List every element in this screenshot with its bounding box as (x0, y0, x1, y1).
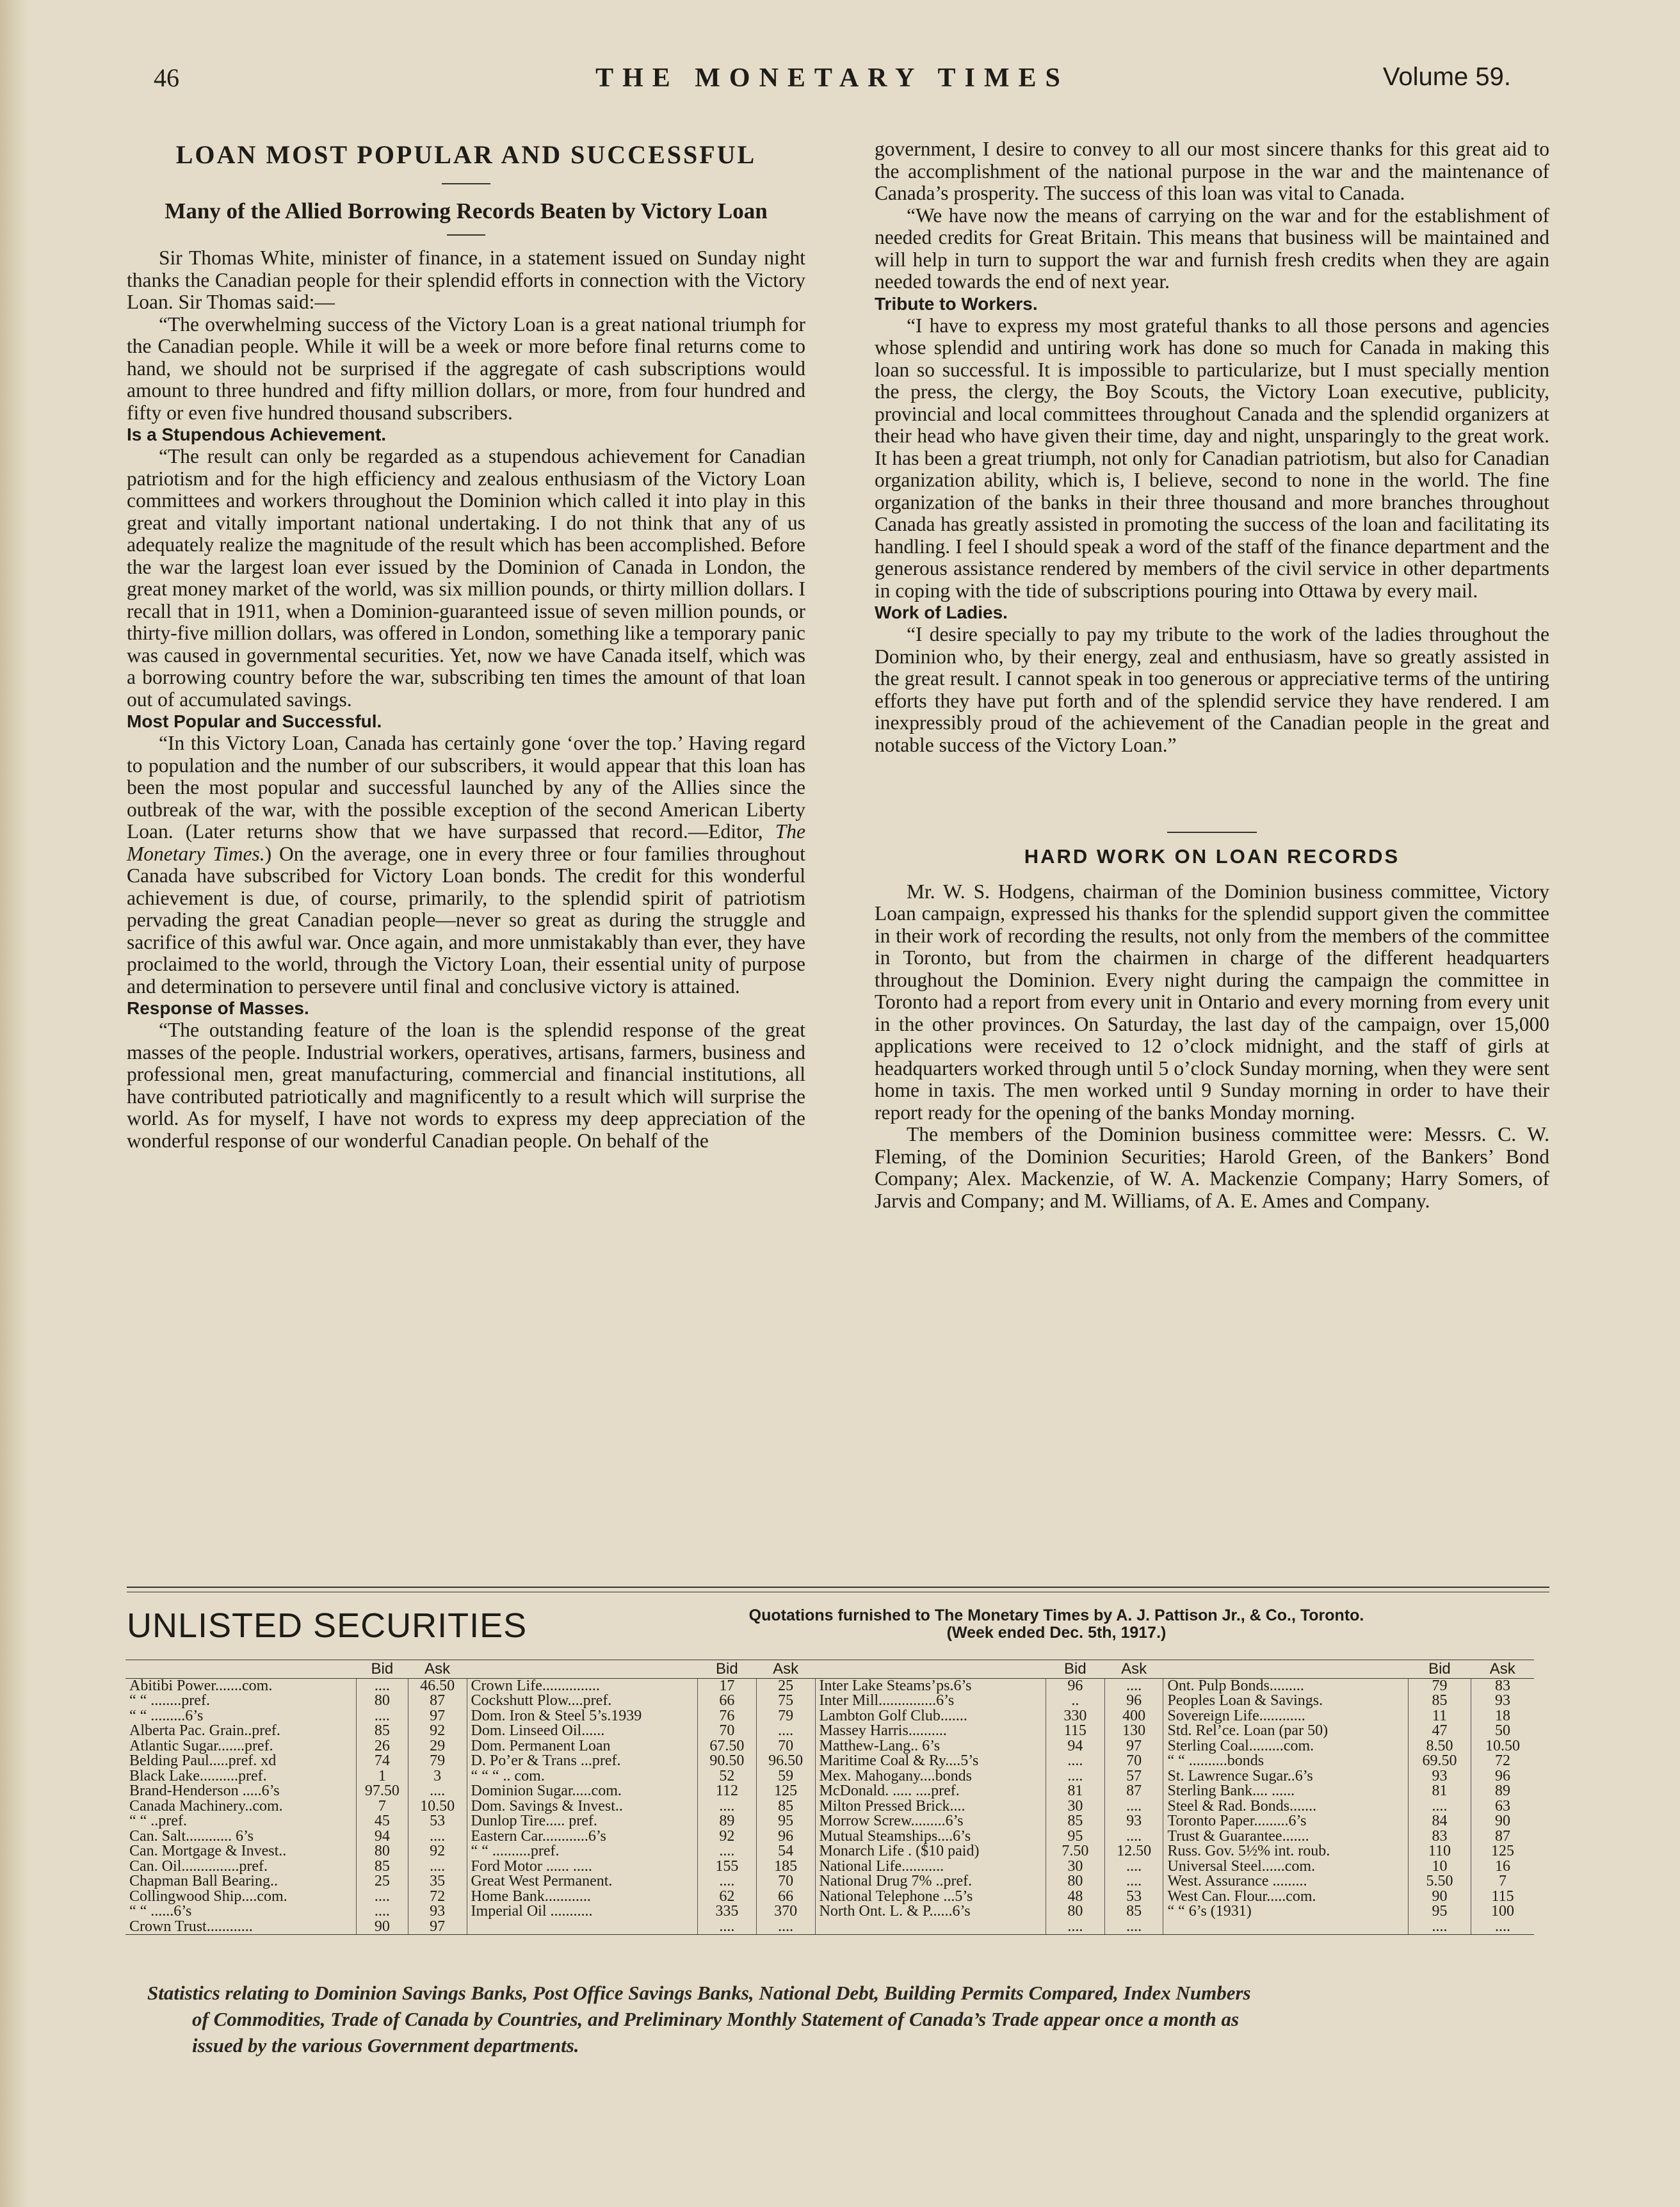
ask-value: 50 (1471, 1724, 1534, 1739)
security-name: Ont. Pulp Bonds......... (1163, 1678, 1408, 1694)
ask-value: 130 (1104, 1724, 1163, 1739)
bid-value: 52 (698, 1769, 757, 1784)
table-row (125, 1859, 1534, 1875)
bid-value: 92 (698, 1829, 757, 1845)
column-header-security (1163, 1660, 1408, 1679)
bid-value: 1 (356, 1769, 408, 1784)
article-paragraph: “I desire specially to pay my tribute to the work of the ladies throughout the Dominion who, by their energy, zeal and enthusiasm, have so greatly assisted in the great result. I cannot speak in too generous or appreciative terms of the untiring efforts they have put forth and of the splendid service they have rendered. I am inexpressibly proud of the achievement of the Canadian people in the great and notable success of the Victory Loan.” (875, 623, 1549, 756)
bid-value: 90.50 (698, 1754, 757, 1769)
bid-value: 94 (356, 1829, 408, 1845)
security-name: Atlantic Sugar.......pref. (129, 1737, 273, 1754)
bid-value: 85 (356, 1859, 408, 1875)
security-name: Toronto Paper.........6’s (1163, 1814, 1408, 1829)
bid-value: .... (1046, 1920, 1104, 1935)
table-row (125, 1904, 1534, 1920)
security-name: “ “ .........6’s (129, 1707, 204, 1724)
security-name: Black Lake..........pref. (129, 1767, 267, 1784)
bid-value: 96 (1046, 1678, 1104, 1694)
security-name: McDonald. ..... ....pref. (815, 1784, 1046, 1799)
securities-title: UNLISTED SECURITIES (127, 1606, 528, 1645)
ask-value: .... (1104, 1829, 1163, 1845)
bid-value: .... (1046, 1754, 1104, 1769)
bid-value: 81 (1046, 1784, 1104, 1799)
security-name (1163, 1920, 1408, 1935)
paragraph-text: “In this Victory Loan, Canada has certainly gone ‘over the top.’ Having regard to population and the number of our subscribers, it would appear that this loan has been the most popular and successful launched by any of the Allies since the outbreak of the war, with the possible exception of the second American Liberty Loan. (Later returns show that we have surpassed that record.—Editor, (127, 732, 805, 843)
security-name: St. Lawrence Sugar..6’s (1163, 1769, 1408, 1784)
bid-value: 85 (1046, 1814, 1104, 1829)
article-paragraph: government, I desire to convey to all our most sincere thanks for this great aid to the accomplishment of the national purpose in the war and the maintenance of Canada’s prosperity. The success of this loan was vital to Canada. (875, 138, 1549, 204)
bid-value: .... (356, 1904, 408, 1920)
security-name: West Can. Flour.....com. (1163, 1889, 1408, 1905)
table-row (125, 1829, 1534, 1845)
ask-value: 83 (1471, 1678, 1534, 1694)
ask-value: 7 (1471, 1874, 1534, 1889)
bid-value: 80 (1046, 1904, 1104, 1920)
credit-line: Quotations furnished to The Monetary Times by A. J. Pattison Jr., & Co., Toronto. (748, 1606, 1364, 1624)
ask-value: 18 (1471, 1709, 1534, 1724)
ask-value: 75 (756, 1694, 815, 1709)
divider (447, 234, 485, 236)
bid-value: 30 (1046, 1859, 1104, 1875)
bid-value: 30 (1046, 1799, 1104, 1815)
bid-value: 80 (356, 1844, 408, 1859)
ask-value: 16 (1471, 1859, 1534, 1875)
security-name: Massey Harris.......... (815, 1724, 1046, 1739)
ask-value: .... (408, 1784, 467, 1799)
security-name: Inter Lake Steams’ps.6’s (815, 1678, 1046, 1694)
ask-value: 185 (756, 1859, 815, 1875)
ask-value: 10.50 (408, 1799, 467, 1815)
divider (1167, 832, 1257, 833)
security-name: Can. Mortgage & Invest.. (129, 1843, 287, 1859)
security-name: Dunlop Tire..... pref. (467, 1814, 697, 1829)
bid-value: 155 (698, 1859, 757, 1875)
table-row (125, 1754, 1534, 1769)
bid-value: 48 (1046, 1889, 1104, 1905)
divider (442, 183, 490, 184)
bid-value: 62 (698, 1889, 757, 1905)
bid-value: .... (1046, 1769, 1104, 1784)
ask-value: .... (1104, 1874, 1163, 1889)
bid-value: 95 (1046, 1829, 1104, 1845)
bid-value: 76 (698, 1709, 757, 1724)
column-header-security (815, 1660, 1046, 1679)
article-paragraph: “We have now the means of carrying on the war and for the establishment of needed credits for Great Britain. This means that business will be maintained and will help in turn to support the war and furnish fresh credits when they are again needed towards the end of next year. (875, 204, 1549, 293)
ask-value: 95 (756, 1814, 815, 1829)
security-name: Dom. Iron & Steel 5’s.1939 (467, 1709, 697, 1724)
security-name: “ “ ......6’s (129, 1903, 192, 1920)
article-paragraph: “The outstanding feature of the loan is the splendid response of the great masses of the people. Industrial workers, operatives, artisans, farmers, business and professional men, great manufacturing, commercial and financial institutions, all have contributed patriotically and magnificently to a result which will surprise the world. As for myself, I have not words to express my deep appreciation of the wonderful response of our wonderful Canadian people. On behalf of the (127, 1019, 805, 1152)
bid-value: 90 (356, 1920, 408, 1935)
ask-value: 93 (1471, 1694, 1534, 1709)
ask-value: 97 (408, 1709, 467, 1724)
article-paragraph: The members of the Dominion business committee were: Messrs. C. W. Fleming, of the Dominion Securities; Harold Green, of the Bankers’ Bond Company; Alex. Mackenzie, of W. A. Mackenzie Company; Harry Somers, of Jarvis and Company; and M. Williams, of A. E. Ames and Company. (875, 1123, 1549, 1212)
bid-value: 110 (1408, 1844, 1471, 1859)
bid-value: 90 (1408, 1889, 1471, 1905)
security-name: Dom. Linseed Oil...... (467, 1724, 697, 1739)
security-name: Dominion Sugar.....com. (467, 1784, 697, 1799)
security-name: Dom. Permanent Loan (467, 1739, 697, 1754)
security-name: Cockshutt Plow....pref. (467, 1694, 697, 1709)
securities-table (125, 1660, 1534, 1935)
security-name: Milton Pressed Brick.... (815, 1799, 1046, 1815)
ask-value: 53 (408, 1814, 467, 1829)
table-row (125, 1694, 1534, 1709)
bid-value: 83 (1408, 1829, 1471, 1845)
ask-value: 70 (1104, 1754, 1163, 1769)
ask-value: 100 (1471, 1904, 1534, 1920)
security-name: Sterling Bank.... ...... (1163, 1784, 1408, 1799)
security-name: Matthew-Lang.. 6’s (815, 1739, 1046, 1754)
bid-value: 80 (356, 1694, 408, 1709)
bid-value: 7 (356, 1799, 408, 1815)
security-name (815, 1920, 1046, 1935)
ask-value: 70 (756, 1874, 815, 1889)
ask-value: 79 (408, 1754, 467, 1769)
bid-value: .... (698, 1920, 757, 1935)
ask-value: 96.50 (756, 1754, 815, 1769)
security-name: D. Po’er & Trans ...pref. (467, 1754, 697, 1769)
security-name: Crown Trust............ (125, 1920, 356, 1935)
volume-label: Volume 59. (1382, 63, 1511, 91)
bid-value: 47 (1408, 1724, 1471, 1739)
ask-value: 12.50 (1104, 1844, 1163, 1859)
ask-value: 57 (1104, 1769, 1163, 1784)
security-name: Imperial Oil ........... (467, 1904, 697, 1920)
security-name: Belding Paul.....pref. xd (129, 1752, 277, 1769)
security-name: Monarch Life . ($10 paid) (815, 1844, 1046, 1859)
ask-value: 85 (756, 1799, 815, 1815)
security-name: Sovereign Life............ (1163, 1709, 1408, 1724)
security-name: Universal Steel......com. (1163, 1859, 1408, 1875)
bid-value: 11 (1408, 1709, 1471, 1724)
ask-value: 25 (756, 1678, 815, 1694)
security-name: Morrow Screw.........6’s (815, 1814, 1046, 1829)
security-name: Trust & Guarantee....... (1163, 1829, 1408, 1845)
bid-value: 7.50 (1046, 1844, 1104, 1859)
bid-value: 97.50 (356, 1784, 408, 1799)
section-divider (127, 1587, 1549, 1592)
ask-value: 97 (408, 1920, 467, 1935)
article-paragraph: “The result can only be regarded as a stupendous achievement for Canadian patriotism and for the high efficiency and zealous enthusiasm of the Victory Loan committees and workers throughout the Dominion which called it into play in this great and vitally important national undertaking. I do not think that any of us adequately realize the magnitude of the result which has been accomplished. Before the war the largest loan ever issued by the Dominion of Canada in London, the great money market of the world, was six million pounds, or thirty million dollars. I recall that in 1911, when a Dominion-guaranteed issue of seven million pounds, or thirty-five million dollars, was offered in London, something like a temporary panic was caused in governmental securities. Yet, now we have Canada itself, which was a borrowing country before the war, subscribing ten times the amount of that loan out of accumulated savings. (127, 445, 805, 711)
bid-value: .... (698, 1844, 757, 1859)
security-name: Inter Mill...............6’s (815, 1694, 1046, 1709)
bid-value: 10 (1408, 1859, 1471, 1875)
table-row (125, 1724, 1534, 1739)
security-name: “ “ ..pref. (129, 1813, 187, 1829)
bid-value: 94 (1046, 1739, 1104, 1754)
publication-title: THE MONETARY TIMES (595, 63, 1069, 93)
page-edge (0, 0, 28, 2207)
table-row (125, 1874, 1534, 1889)
bid-value: 69.50 (1408, 1754, 1471, 1769)
security-name: Ford Motor ...... ..... (467, 1859, 697, 1875)
bid-value: 8.50 (1408, 1739, 1471, 1754)
bid-value: 70 (698, 1724, 757, 1739)
page-number: 46 (154, 63, 179, 92)
ask-value: 87 (1104, 1784, 1163, 1799)
bid-value: 81 (1408, 1784, 1471, 1799)
security-name: Can. Salt............ 6’s (129, 1827, 254, 1845)
ask-value: 97 (1104, 1739, 1163, 1754)
ask-value: 96 (756, 1829, 815, 1845)
ask-value: .... (408, 1829, 467, 1845)
ask-value: 70 (756, 1739, 815, 1754)
bid-value: 25 (356, 1874, 408, 1889)
table-row (125, 1678, 1534, 1694)
ask-value: 63 (1471, 1799, 1534, 1815)
security-name: Russ. Gov. 5½% int. roub. (1163, 1844, 1408, 1859)
security-name: North Ont. L. & P......6’s (815, 1904, 1046, 1920)
security-name: National Telephone ...5’s (815, 1889, 1046, 1905)
security-name: Canada Machinery..com. (129, 1797, 283, 1815)
security-name: Std. Rel’ce. Loan (par 50) (1163, 1724, 1408, 1739)
security-name: Dom. Savings & Invest.. (467, 1799, 697, 1815)
article-intro: Sir Thomas White, minister of finance, in a statement issued on Sunday night thanks the Canadian people for their splendid efforts in connection with the Victory Loan. Sir Thomas said:— (127, 247, 805, 313)
column-header-ask: Ask (756, 1660, 815, 1679)
ask-value: 72 (408, 1889, 467, 1905)
column-header-ask: Ask (1471, 1660, 1534, 1679)
ask-value: .... (1104, 1920, 1163, 1935)
note-line: issued by the various Government departments. (192, 2034, 579, 2057)
bid-value: 85 (1408, 1694, 1471, 1709)
note-line: of Commodities, Trade of Canada by Countries, and Preliminary Monthly Statement of Canada’s Trade appear once a month as (192, 2008, 1240, 2030)
bid-value: 85 (356, 1724, 408, 1739)
article-subheadline: Many of the Allied Borrowing Records Beaten by Victory Loan (165, 198, 768, 223)
security-name: National Life........... (815, 1859, 1046, 1875)
table-row (125, 1844, 1534, 1859)
security-name: Alberta Pac. Grain..pref. (129, 1722, 280, 1739)
ask-value: 90 (1471, 1814, 1534, 1829)
paragraph-text: ) On the average, one in every three or four families throughout Canada have subscribed for Victory Loan bonds. The credit for this wonderful achievement is due, of course, primarily, to the splendid spirit of patriotism pervading the great Canadian people—never so great as during the struggle and sacrifice of this awful war. Once again, and more unmistakably than ever, they have proclaimed to the world, through the Victory Loan, their essential unity of purpose and determination to persevere until final and conclusive victory is attained. (127, 842, 805, 998)
ask-value: 66 (756, 1889, 815, 1905)
ask-value: 96 (1104, 1694, 1163, 1709)
article-paragraph: “I have to express my most grateful thanks to all those persons and agencies whose splendid and untiring work has done so much for Canada in making this loan so successful. It is impossible to particularize, but I must specially mention the press, the clergy, the Boy Scouts, the Victory Loan executive, publicity, provincial and local committees throughout Canada and the splendid organizers at their head who have given their time, day and night, unsparingly to the great work. It has been a great triumph, not only for Canadian patriotism, but also for Canadian organization ability, which is, I believe, second to none in the world. The fine organization of the banks in their three thousand and more branches throughout Canada has greatly assisted in promoting the success of the loan and facilitating its handling. I feel I should speak a word of the staff of the finance department and the generous assistance rendered by members of the civil service in other departments in coping with the tide of subscriptions pouring into Ottawa by every mail. (875, 314, 1549, 602)
bid-value: 66 (698, 1694, 757, 1709)
security-name: Eastern Car............6’s (467, 1829, 697, 1845)
article-paragraph: Mr. W. S. Hodgens, chairman of the Dominion business committee, Victory Loan campaign, expressed his thanks for the splendid support given the committee in their work of recording the results, not only from the members of the committee in Toronto, but from the chairmen in charge of the different headquarters throughout the Dominion. Every night during the campaign the committee in Toronto had a report from every unit in Ontario and every morning from every unit in the other provinces. On Saturday, the last day of the campaign, over 15,000 applications were received to 12 o’clock midnight, and the staff of girls at headquarters worked through until 5 o’clock Sunday morning, when they were sent home in taxis. The men worked until 9 Sunday morning in order to have their report ready for the opening of the banks Monday morning. (875, 880, 1549, 1124)
security-name: “ “ ........pref. (129, 1692, 210, 1709)
bid-value: 5.50 (1408, 1874, 1471, 1889)
bid-value: .... (356, 1678, 408, 1694)
ask-value: 370 (756, 1904, 815, 1920)
article-paragraph: “The overwhelming success of the Victory Loan is a great national triumph for the Canadian people. While it will be a week or more before final returns come to hand, we should not be surprised if the aggregate of cash subscriptions would amount to three hundred and fifty million dollars, or more, from four hundred and fifty or even five hundred thousand subscribers. (127, 312, 805, 424)
ask-value: 53 (1104, 1889, 1163, 1905)
bid-value: .... (698, 1799, 757, 1815)
bid-value: 26 (356, 1739, 408, 1754)
table-row (125, 1709, 1534, 1724)
credit-date: (Week ended Dec. 5th, 1917.) (946, 1624, 1167, 1642)
ask-value: .... (1104, 1859, 1163, 1875)
ask-value: 125 (756, 1784, 815, 1799)
security-name: Lambton Golf Club....... (815, 1709, 1046, 1724)
bid-value: 330 (1046, 1709, 1104, 1724)
ask-value: 92 (408, 1844, 467, 1859)
ask-value: 10.50 (1471, 1739, 1534, 1754)
security-name: Mex. Mahogany....bonds (815, 1769, 1046, 1784)
ask-value: 125 (1471, 1844, 1534, 1859)
ask-value: 115 (1471, 1889, 1534, 1905)
statistics-note (147, 1980, 1530, 2058)
security-name: “ “ ..........bonds (1163, 1754, 1408, 1769)
left-column (127, 137, 805, 1152)
security-name: Maritime Coal & Ry....5’s (815, 1754, 1046, 1769)
ask-value: 85 (1104, 1904, 1163, 1920)
ask-value: 3 (408, 1769, 467, 1784)
column-header-bid: Bid (1046, 1660, 1104, 1679)
ask-value: 46.50 (408, 1678, 467, 1694)
ask-value: 35 (408, 1874, 467, 1889)
bid-value: .. (1046, 1694, 1104, 1709)
table-row (125, 1920, 1534, 1935)
note-line: Statistics relating to Dominion Savings Banks, Post Office Savings Banks, National Debt, Building Permits Compared, Index Numbers (147, 1982, 1251, 2004)
ask-value: 87 (1471, 1829, 1534, 1845)
security-name (467, 1920, 697, 1935)
bid-value: 79 (1408, 1678, 1471, 1694)
ask-value: .... (1471, 1920, 1534, 1935)
bid-value: 112 (698, 1784, 757, 1799)
article-headline: LOAN MOST POPULAR AND SUCCESSFUL (175, 140, 757, 169)
security-name: Crown Life............... (467, 1678, 697, 1694)
bid-value: 93 (1408, 1769, 1471, 1784)
quotation-credit (672, 1607, 1441, 1642)
column-header-security (467, 1660, 697, 1679)
table-row (125, 1739, 1534, 1754)
bid-value: .... (1408, 1799, 1471, 1815)
bid-value: 67.50 (698, 1739, 757, 1754)
ask-value: 400 (1104, 1709, 1163, 1724)
ask-value: 29 (408, 1739, 467, 1754)
bid-value: .... (356, 1889, 408, 1905)
bid-value: 89 (698, 1814, 757, 1829)
right-column (875, 138, 1549, 1212)
security-name: Abitibi Power.......com. (129, 1677, 273, 1694)
security-name: “ “ 6’s (1931) (1163, 1904, 1408, 1920)
ask-value: 93 (408, 1904, 467, 1920)
section-subheading: Is a Stupendous Achievement. (127, 424, 387, 444)
bid-value: 80 (1046, 1874, 1104, 1889)
security-name: Sterling Coal.........com. (1163, 1739, 1408, 1754)
bid-value: 17 (698, 1678, 757, 1694)
ask-value: .... (756, 1724, 815, 1739)
security-name: Steel & Rad. Bonds....... (1163, 1799, 1408, 1815)
security-name: Mutual Steamships....6’s (815, 1829, 1046, 1845)
ask-value: 54 (756, 1844, 815, 1859)
table-row (125, 1889, 1534, 1905)
ask-value: .... (1104, 1678, 1163, 1694)
ask-value: .... (1104, 1799, 1163, 1815)
column-header-ask: Ask (1104, 1660, 1163, 1679)
security-name: “ “ ..........pref. (467, 1844, 697, 1859)
ask-value: 92 (408, 1724, 467, 1739)
section-subheading: Work of Ladies. (875, 602, 1008, 622)
security-name: Brand-Henderson .....6’s (129, 1783, 280, 1799)
ask-value: 59 (756, 1769, 815, 1784)
security-name: Great West Permanent. (467, 1874, 697, 1889)
column-header-bid: Bid (1408, 1660, 1471, 1679)
security-name: Home Bank............ (467, 1889, 697, 1905)
publication-reference: The Monetary Times. (127, 820, 805, 865)
ask-value: .... (408, 1859, 467, 1875)
ask-value: 96 (1471, 1769, 1534, 1784)
security-name: National Drug 7% ..pref. (815, 1874, 1046, 1889)
table-header-row (125, 1660, 1534, 1679)
column-header-ask: Ask (408, 1660, 467, 1679)
ask-value: .... (756, 1920, 815, 1935)
section-subheading: Response of Masses. (127, 998, 309, 1018)
page-header (154, 63, 1511, 101)
table-row (125, 1799, 1534, 1815)
section-subheading: Tribute to Workers. (875, 293, 1038, 314)
security-name: Peoples Loan & Savings. (1163, 1694, 1408, 1709)
bid-value: .... (356, 1709, 408, 1724)
security-name: West. Assurance ......... (1163, 1874, 1408, 1889)
bid-value: 335 (698, 1904, 757, 1920)
ask-value: 93 (1104, 1814, 1163, 1829)
bid-value: 95 (1408, 1904, 1471, 1920)
security-name: Can. Oil...............pref. (129, 1857, 268, 1875)
ask-value: 87 (408, 1694, 467, 1709)
bid-value: 45 (356, 1814, 408, 1829)
column-header-security (125, 1660, 356, 1679)
ask-value: 79 (756, 1709, 815, 1724)
ask-value: 72 (1471, 1754, 1534, 1769)
ask-value: 89 (1471, 1784, 1534, 1799)
article-paragraph (127, 732, 805, 998)
column-header-bid: Bid (356, 1660, 408, 1679)
table-row (125, 1814, 1534, 1829)
table-row (125, 1784, 1534, 1799)
section-subheading: Most Popular and Successful. (127, 711, 382, 731)
bid-value: .... (698, 1874, 757, 1889)
article-headline: HARD WORK ON LOAN RECORDS (1024, 845, 1400, 868)
security-name: “ “ “ .. com. (467, 1769, 697, 1784)
bid-value: 115 (1046, 1724, 1104, 1739)
security-name: Chapman Ball Bearing.. (129, 1873, 278, 1889)
bid-value: .... (1408, 1920, 1471, 1935)
table-row (125, 1769, 1534, 1784)
bid-value: 84 (1408, 1814, 1471, 1829)
bid-value: 74 (356, 1754, 408, 1769)
security-name: Collingwood Ship....com. (129, 1888, 287, 1905)
column-header-bid: Bid (698, 1660, 757, 1679)
